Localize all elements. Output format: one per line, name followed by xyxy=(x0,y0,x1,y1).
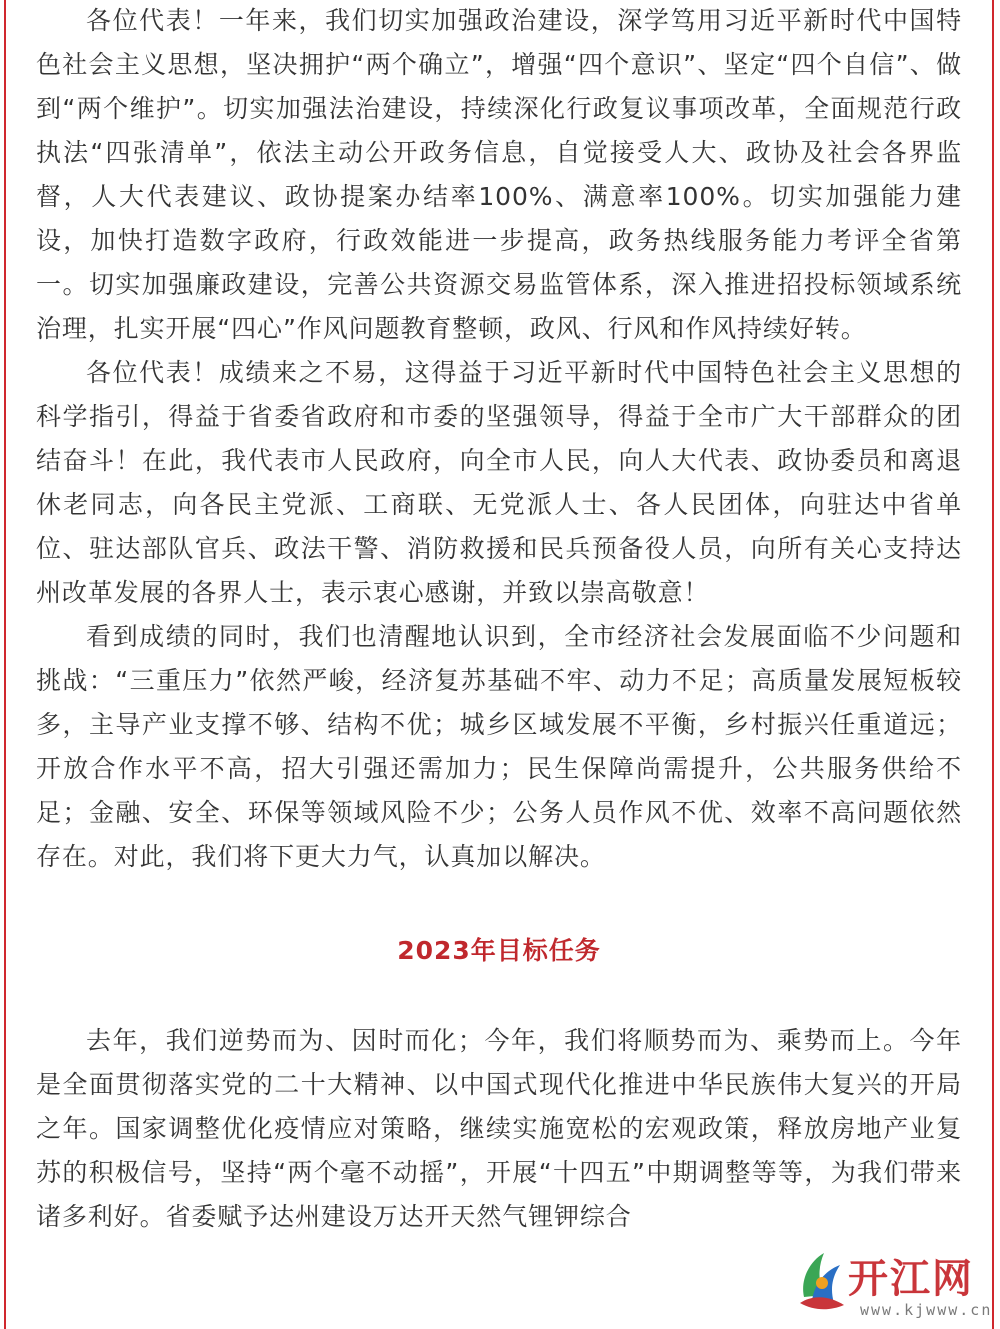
paragraph-acknowledgements: 各位代表！成绩来之不易，这得益于习近平新时代中国特色社会主义思想的科学指引，得益于省委省政府和市委的坚强领导，得益于全市广大干部群众的团结奋斗！在此，我代表市人民政府，向全市人民，向人大代表、政协委员和离退休老同志，向各民主党派、工商联、无党派人士、各人民团体，向驻达中省单位、驻达部队官兵、政法干警、消防救援和民兵预备役人员，向所有关心支持达州改革发展的各界人士，表示衷心感谢，并致以崇高敬意！ xyxy=(36,358,962,607)
site-logo-icon xyxy=(794,1245,850,1315)
paragraph-political-building: 各位代表！一年来，我们切实加强政治建设，深学笃用习近平新时代中国特色社会主义思想，坚决拥护“两个确立”，增强“四个意识”、坚定“四个自信”、做到“两个维护”。切实加强法治建设，持续深化行政复议事项改革，全面规范行政执法“四张清单”，依法主动公开政务信息，自觉接受人大、政协及社会各界监督，人大代表建议、政协提案办结率100%、满意率100%。切实加强能力建设，加快打造数字政府，行政效能进一步提高，政务热线服务能力考评全省第一。切实加强廉政建设，完善公共资源交易监管体系，深入推进招投标领域系统治理，扎实开展“四心”作风问题教育整顿，政风、行风和作风持续好转。 xyxy=(36,6,962,343)
article-body xyxy=(36,0,962,1239)
watermark-url: www.kjwww.cn xyxy=(860,1301,993,1319)
site-watermark xyxy=(794,1245,994,1327)
section-heading: 2023年目标任务 xyxy=(397,936,601,965)
paragraph-challenges: 看到成绩的同时，我们也清醒地认识到，全市经济社会发展面临不少问题和挑战：“三重压力”依然严峻，经济复苏基础不牢、动力不足；高质量发展短板较多，主导产业支撑不够、结构不优；城乡区域发展不平衡，乡村振兴任重道远；开放合作水平不高，招大引强还需加力；民生保障尚需提升，公共服务供给不足；金融、安全、环保等领域风险不少；公务人员作风不优、效率不高问题依然存在。对此，我们将下更大力气，认真加以解决。 xyxy=(36,622,962,871)
paragraph-2023-outlook: 去年，我们逆势而为、因时而化；今年，我们将顺势而为、乘势而上。今年是全面贯彻落实党的二十大精神、以中国式现代化推进中华民族伟大复兴的开局之年。国家调整优化疫情应对策略，继续实施宽松的宏观政策，释放房地产业复苏的积极信号，坚持“两个毫不动摇”，开展“十四五”中期调整等等，为我们带来诸多利好。省委赋予达州建设万达开天然气锂钾综合 xyxy=(36,1026,962,1231)
watermark-site-name: 开江网 xyxy=(848,1255,974,1302)
